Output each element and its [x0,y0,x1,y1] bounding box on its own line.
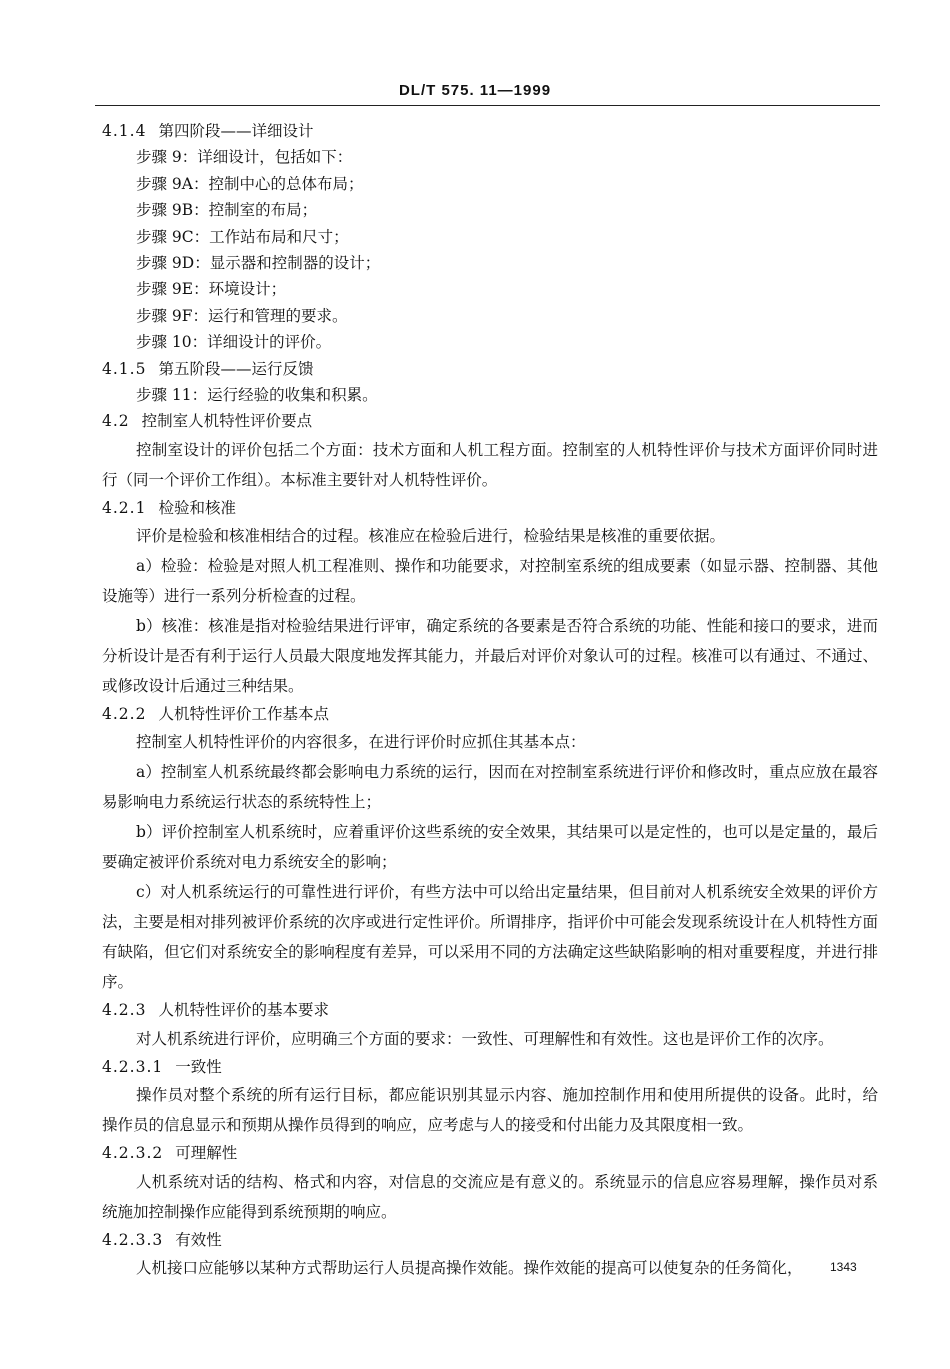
header-rule [95,105,880,106]
paragraph: 控制室人机特性评价的内容很多，在进行评价时应抓住其基本点： [136,733,586,752]
step-item: 步骤 9B：控制室的布局； [136,201,318,220]
step-item: 步骤 11：运行经验的收集和积累。 [136,385,378,404]
section-title: 一致性 [175,1057,222,1076]
paragraph: 评价是检验和核准相结合的过程。核准应在检验后进行，检验结果是核准的重要依据。 [136,527,726,546]
step-item: 步骤 9：详细设计，包括如下： [136,148,353,167]
section-heading [102,356,878,382]
document-code: DL/T 575. 11—1999 [398,82,552,99]
section-title: 第五阶段——运行反馈 [158,359,314,378]
paragraph: 人机接口应能够以某种方式帮助运行人员提高操作效能。操作效能的提高可以使复杂的任务简化， [136,1259,803,1278]
section-number: 4.2.3.3 [102,1230,164,1249]
section-number: 4.2.1 [102,498,147,517]
section-heading [102,701,878,727]
section-heading [102,118,878,144]
section-number: 4.1.4 [102,122,147,140]
step-item: 步骤 9A：控制中心的总体布局； [136,174,364,193]
page-number: 1343 [830,1260,857,1274]
section-number: 4.2.2 [102,705,147,724]
paragraph: b）评价控制室人机系统时，应着重评价这些系统的安全效果，其结果可以是定性的，也可以是定量的，最后要确定被评价系统对电力系统安全的影响； [102,823,878,872]
section-title: 检验和核准 [158,498,236,517]
section-title: 第四阶段——详细设计 [158,122,314,140]
section-title: 人机特性评价工作基本点 [158,705,329,724]
section-number: 4.2.3.1 [102,1057,164,1076]
step-item: 步骤 9E：环境设计； [136,280,287,299]
step-item: 步骤 10：详细设计的评价。 [136,333,332,352]
section-heading [102,1054,878,1080]
section-title: 可理解性 [175,1144,238,1163]
paragraph: b）核准：核准是指对检验结果进行评审，确定系统的各要素是否符合系统的功能、性能和接口的要求，进而分析设计是否有利于运行人员最大限度地发挥其能力，并最后对评价对象认可的过程。核准可以有通过、不通过、或修改设计后通过三种结果。 [102,617,878,696]
section-title: 控制室人机特性评价要点 [141,412,313,431]
section-heading [102,1227,878,1253]
section-heading [102,1140,878,1166]
paragraph: 对人机系统进行评价，应明确三个方面的要求：一致性、可理解性和有效性。这也是评价工作的次序。 [136,1029,834,1048]
section-heading [102,408,878,434]
section-number: 4.2.3.2 [102,1144,164,1163]
section-number: 4.2 [102,412,130,431]
paragraph: a）检验：检验是对照人机工程准则、操作和功能要求，对控制室系统的组成要素（如显示器、控制器、其他设施等）进行一系列分析检查的过程。 [102,557,878,606]
document-body [102,118,878,1283]
section-heading [102,997,878,1023]
paragraph: 操作员对整个系统的所有运行目标，都应能识别其显示内容、施加控制作用和使用所提供的设备。此时，给操作员的信息显示和预期从操作员得到的响应，应考虑与人的接受和付出能力及其限度相一致。 [102,1086,878,1135]
section-number: 4.2.3 [102,1001,147,1020]
step-item: 步骤 9D：显示器和控制器的设计； [136,253,381,272]
step-item: 步骤 9F：运行和管理的要求。 [136,306,348,325]
section-number: 4.1.5 [102,359,147,378]
paragraph: a）控制室人机系统最终都会影响电力系统的运行，因而在对控制室系统进行评价和修改时，重点应放在最容易影响电力系统运行状态的系统特性上； [102,763,878,812]
section-title: 有效性 [175,1230,222,1249]
paragraph: 人机系统对话的结构、格式和内容，对信息的交流应是有意义的。系统显示的信息应容易理解，操作员对系统施加控制操作应能得到系统预期的响应。 [102,1172,878,1221]
section-heading [102,495,878,521]
step-item: 步骤 9C：工作站布局和尺寸； [136,227,349,246]
paragraph: 控制室设计的评价包括二个方面：技术方面和人机工程方面。控制室的人机特性评价与技术方面评价同时进行（同一个评价工作组）。本标准主要针对人机特性评价。 [102,440,878,489]
paragraph: c）对人机系统运行的可靠性进行评价，有些方法中可以给出定量结果，但目前对人机系统安全效果的评价方法，主要是相对排列被评价系统的次序或进行定性评价。所谓排序，指评价中可能会发现系统设计在人机特性方面有缺陷，但它们对系统安全的影响程度有差异，可以采用不同的方法确定这些缺陷影响的相对重要程度，并进行排序。 [102,883,878,992]
section-title: 人机特性评价的基本要求 [158,1001,329,1020]
